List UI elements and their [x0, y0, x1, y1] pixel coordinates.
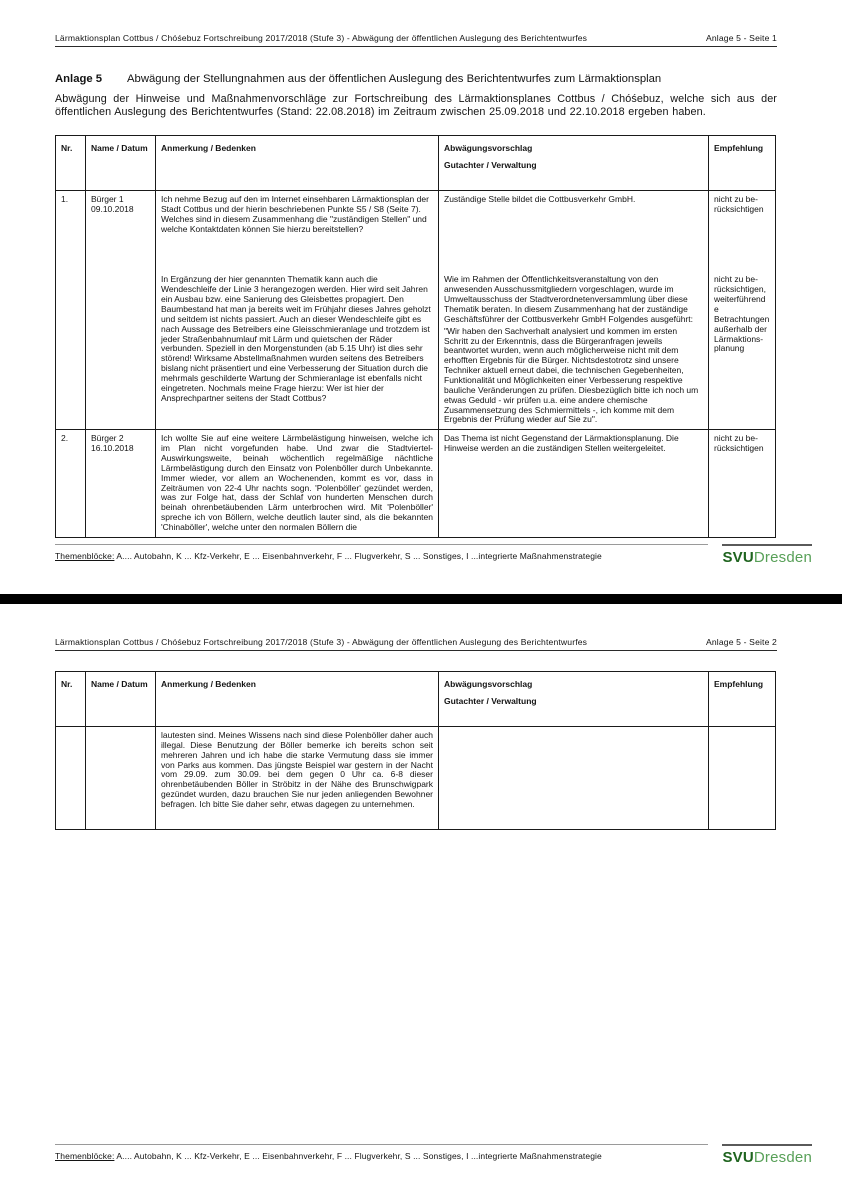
row1-recommendation-1: nicht zu be-rücksichtigen [714, 194, 764, 215]
row2-date: 16.10.2018 [91, 443, 134, 454]
col-header-proposal-line2: Gutachter / Verwaltung [444, 160, 537, 171]
col-header-proposal [439, 672, 709, 727]
svu-dresden-logo [722, 1144, 812, 1166]
row2-name-cell [86, 430, 156, 538]
header-title: Lärmaktionsplan Cottbus / Chóśebuz Fortschreibung 2017/2018 (Stufe 3) - Abwägung der öffentlichen Auslegung des Berichtentwurfes [55, 33, 588, 43]
empty-proposal-cell [439, 727, 709, 830]
row2-proposal-cell: Das Thema ist nicht Gegenstand der Lärmaktionsplanung. Die Hinweise werden an die zuständigen Stellen weitergeleitet. [439, 430, 709, 538]
footer-themes-text: A.... Autobahn, K ... Kfz-Verkehr, E ... Eisenbahnverkehr, F ... Flugverkehr, S ... Sonstiges, I ...integrierte Maßnahmenstrategie [114, 1151, 602, 1161]
row1-date: 09.10.2018 [91, 204, 134, 215]
table-header-row [56, 136, 776, 191]
abwaegung-table [55, 135, 776, 537]
row2-name: Bürger 2 [91, 433, 124, 444]
col-header-nr: Nr. [56, 136, 86, 191]
footer-themes-label: Themenblöcke: [55, 551, 115, 561]
document-page-1 [0, 0, 842, 594]
col-header-remark: Anmerkung / Bedenken [156, 136, 439, 191]
col-header-proposal-line1: Abwägungsvorschlag [444, 679, 533, 689]
anlage-title-text: Abwägung der Stellungnahmen aus der öffentlichen Auslegung des Berichtentwurfes zum Lärmaktionsplan [127, 73, 662, 85]
table-row-1 [56, 191, 776, 430]
col-header-proposal-line2: Gutachter / Verwaltung [444, 695, 537, 706]
row2-remark-continuation-cell: lautesten sind. Meines Wissens nach sind diese Polenböller daher auch illegal. Diese Benutzung der Böller bemerke ich bereits schon seit mehreren Jahren und ich habe die starke Vermutung dass sie immer von Parks aus kommen. Das jüngste Beispiel war gestern in der Nacht vom 29.09. zum 30.09. bei dem gegen 0 Uhr ca. 6-8 dieser ohrenbetäubenden Böller in Ströbitz in der Nähe des Brunschwigpark gezündet wurden, dazu brauchen Sie nur jeden anliegenden Bewohner befragen. Ich bitte Sie daher sehr, etwas dagegen zu unternehmen. [156, 727, 439, 830]
table-header-row [56, 672, 776, 727]
row1-remark-cell [156, 191, 439, 430]
header-page-label: Anlage 5 - Seite 2 [705, 637, 777, 647]
anlage-title [55, 73, 777, 85]
empty-name-cell [86, 727, 156, 830]
col-header-proposal [439, 136, 709, 191]
row1-nr-cell: 1. [56, 191, 86, 430]
footer-themes [55, 1144, 708, 1161]
row1-recommendation-cell [709, 191, 776, 430]
empty-recommendation-cell [709, 727, 776, 830]
page-header [55, 0, 777, 47]
footer-themes [55, 544, 708, 561]
table-row-2-continuation [56, 727, 776, 830]
row2-recommendation-cell: nicht zu be-rücksichtigen [709, 430, 776, 538]
row1-name: Bürger 1 [91, 194, 124, 205]
row1-remark-paragraph-2: In Ergänzung der hier genannten Thematik kann auch die Wendeschleife der Linie 3 herangezogen werden. Hier wird seit Jahren ein Ausbau bzw. eine Sanierung des Gleisbettes propagiert. Den Baumbestand hat man ja bereits weit im Frühjahr dieses Jahres geholzt und seitdem ist nichts passiert. Auch an dieser Wendeschleife gibt es nach Aussage des Betreibers eine Gleisschmieranlage und trotzdem ist jeder Straßenbahnumlauf mit Lärm und quietschen der Räder verbunden. Speziell in den Morgenstunden (ab 5.15 Uhr) ist dies sehr störend! Wirksame Abstellmaßnahmen wurden seitens des Betreibers bislang nicht präsentiert und eine Verbesserung der Situation durch die mehrmals geschilderte Wartung der Schmieranlage ist ebenfalls nicht eingetreten. Nochmals meine Frage hierzu: Wer ist hier der Ansprechpartner seitens der Stadt Cottbus? [161, 274, 431, 403]
header-title: Lärmaktionsplan Cottbus / Chóśebuz Fortschreibung 2017/2018 (Stufe 3) - Abwägung der öffentlichen Auslegung des Berichtentwurfes [55, 637, 588, 647]
header-page-label: Anlage 5 - Seite 1 [705, 33, 777, 43]
row1-recommendation-2: nicht zu be-rücksichtigen, weiterführende Betrachtungen außerhalb der Lärmaktions-planung [714, 274, 770, 354]
col-header-name: Name / Datum [86, 672, 156, 727]
row1-remark-paragraph-1: Ich nehme Bezug auf den im Internet einsehbaren Lärmaktionsplan der Stadt Cottbus und der hierin beschriebenen Punkte S5 / S8 (Seite 7). Welches sind in diesem Zusammenhang die "zuständigen Stellen" und welche Kontaktdaten können Sie hierzu bereitstellen? [161, 194, 429, 234]
logo-svu-text: SVU [722, 1149, 754, 1166]
row1-proposal-paragraph-1: Zuständige Stelle bildet die Cottbusverkehr GmbH. [444, 194, 636, 205]
empty-nr-cell [56, 727, 86, 830]
col-header-proposal-line1: Abwägungsvorschlag [444, 143, 533, 154]
logo-dresden-text: Dresden [753, 549, 812, 566]
page-footer [55, 544, 812, 566]
page-header [55, 604, 777, 651]
col-header-recommendation: Empfehlung [709, 672, 776, 727]
row1-proposal-cell [439, 191, 709, 430]
page-separator-bar [0, 594, 842, 604]
document-page-2 [0, 604, 842, 1195]
page-footer [55, 1144, 812, 1166]
row2-nr-cell: 2. [56, 430, 86, 538]
row1-proposal-paragraph-2: Wie im Rahmen der Öffentlichkeitsveranstaltung von den anwesenden Ausschussmitgliedern vorgeschlagen, wurde im Umweltausschuss der Stadtverordnetenversammlung über diese Thematik beraten. In diesem Zusammenhang hat der zuständige Geschäftsführer der Cottbusverkehr GmbH Folgendes ausgeführt: [444, 274, 693, 324]
table-row-2 [56, 430, 776, 538]
row2-remark-cell: Ich wollte Sie auf eine weitere Lärmbelästigung hinweisen, welche ich im Plan nicht vorgefunden habe. Und zwar die Stadtviertel-Auswirkungsweite, beinah wöchentlich regelmäßige nächtliche Lärmbelästigung durch den Einsatz von Polenböller durch Unbekannte. Immer wieder, vor allem an Wochenenden, kommt es vor, dass in Zeiträumen von 22-4 Uhr nachts sogn. 'Polenböller' gezündet werden, was zur Folge hat, dass der Schlaf von hunderten Menschen durch beinah ohrenbetäubenden Lärm unterbrochen wird. Mit 'Polenböller' spreche ich von Böllern, welche deutlich lauter sind, als die bekannten 'Chinaböller', welche unter den normalen Böllern die [156, 430, 439, 538]
logo-dresden-text: Dresden [753, 1149, 812, 1166]
col-header-recommendation: Empfehlung [709, 136, 776, 191]
row1-proposal-paragraph-3: "Wir haben den Sachverhalt analysiert und kommen im ersten Schritt zu der Erkenntnis, dass die Bürgeranfragen jeweils beantwortet wurden, wenn auch möglicherweise nicht mit dem erhofften Ergebnis für die Bürger. Nichtsdestotrotz sind unsere Techniker aktuell erneut dabei, die technischen Gegebenheiten, Funktionalität und Möglichkeiten einer Verbesserung respektive bauliche Veränderungen zu prüfen. Diesbezüglich bitte ich noch um etwas Geduld - wir prüfen u.a. eine andere chemische Zusammensetzung des Schmiermittels -, ich komme mit dem Ergebnis der Prüfung wieder auf Sie zu". [444, 325, 699, 425]
anlage-label: Anlage 5 [55, 73, 103, 85]
row1-name-cell [86, 191, 156, 430]
col-header-remark: Anmerkung / Bedenken [156, 672, 439, 727]
col-header-name: Name / Datum [86, 136, 156, 191]
footer-themes-label: Themenblöcke: [55, 1151, 115, 1161]
svu-dresden-logo [722, 544, 812, 566]
intro-paragraph: Abwägung der Hinweise und Maßnahmenvorschläge zur Fortschreibung des Lärmaktionsplanes Cottbus / Chóśebuz, welche sich aus der öffentlichen Auslegung des Berichtentwurfes (Stand: 22.08.2018) im Zeitraum zwischen 25.09.2018 und 22.10.2018 ergeben haben. [55, 93, 777, 119]
footer-themes-text: A.... Autobahn, K ... Kfz-Verkehr, E ... Eisenbahnverkehr, F ... Flugverkehr, S ... Sonstiges, I ...integrierte Maßnahmenstrategie [114, 551, 602, 561]
abwaegung-table-continued [55, 671, 776, 830]
col-header-nr: Nr. [56, 672, 86, 727]
logo-svu-text: SVU [722, 549, 754, 566]
